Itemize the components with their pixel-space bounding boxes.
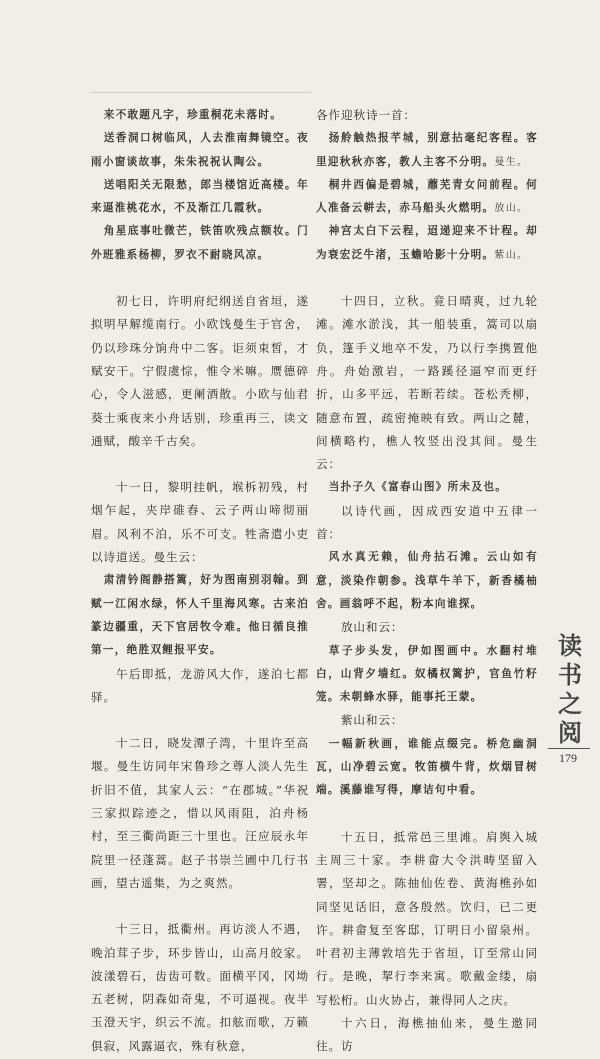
paragraph: 初七日，许明府纪纲送自省垣，遂拟明早解缆南行。小欧饯曼生于官舍，仍以珍珠分饷舟中二客。讵须束皙，才赋安干。宁假虞悰，惟令米嘛。赝德碎心，令人滋感，更阑酒散。小欧与仙君葵士乘夜来小舟话别，珍重再三，读文通赋，酸辛千古矣。 xyxy=(91,294,309,448)
poem-quote xyxy=(316,733,538,803)
logo-char: 读 xyxy=(558,631,582,660)
poem-quote xyxy=(316,640,538,710)
header-rule xyxy=(91,92,311,93)
logo-char: 书 xyxy=(558,660,582,689)
paragraph: 午后即抵，龙游风大作，遂泊七都驿。 xyxy=(91,666,309,704)
paragraph-gap xyxy=(316,267,538,290)
paragraph: 十六日，海樵抽仙来，曼生邀同往。访 xyxy=(316,1015,538,1054)
poem-signature: 曼生。 xyxy=(494,156,529,168)
poem-text: 扬舲触热报芊城，别意拈毫纪客程。客里迎秋秋亦客，教人主客不分明。 xyxy=(316,132,538,168)
paragraph-gap xyxy=(91,895,309,918)
poem-quote xyxy=(316,476,538,499)
paragraph: 十三日，抵衢州。再访淡人不遇，晚泊茸子步，环步皆山，山高月皎家。波漾碧石，齿齿可数。面横平冈，冈坳五老树，阴森如奇鬼，不可逼视。夜半玉澄天宇，织云不流。扣舷而歌，万籁俱寂，风露逼衣，殊有秋意， xyxy=(91,922,309,1053)
poem-signature: 放山。 xyxy=(494,203,529,215)
poem-quote xyxy=(91,569,309,662)
poem-text: 肃清钤阁静搭篱，好为图南别羽翰。到赋一江闲水绿，怀人千里海风寒。古来泊篆边疆重，天下官居牧令难。他日循良推第一，绝胜双鲤报平安。 xyxy=(91,574,309,657)
paragraph: 各作迎秋诗一首： xyxy=(316,108,416,122)
poem-text: 神宫太白下云程，迢递迎来不计程。却为衰宏泛牛渚，玉蟾哈影十分明。 xyxy=(316,225,538,261)
poem-text: 桐井西偏是碧城，蘼芜青女问前程。何人准备云軿去，赤马船头火燃明。 xyxy=(316,178,538,215)
poem-text: 风水真无赖，仙舟拈石滩。云山如有意，淡染作朝参。浅草牛羊下，新香橘柚舍。画翁呼不起，粉本向谁探。 xyxy=(316,551,538,610)
paragraph-gap xyxy=(91,709,309,732)
poem-text: 送唱阳关无限愁，郎当楼馆近高楼。年来逼淮桃花水，不及渐江几霞秋。 xyxy=(91,178,309,215)
poem-quote xyxy=(91,220,309,267)
logo-char: 阅 xyxy=(558,718,582,747)
paragraph: 紫山和云： xyxy=(340,713,404,728)
poem-text: 送香洞口树临风，人去淮南舞镜空。夜雨小窗谈故事，朱朱祝祝认陶公。 xyxy=(91,132,309,168)
poem-text: 来不敢题凡字，珍重桐花未落时。 xyxy=(103,109,283,121)
paragraph: 十一日，黎明挂帆，堠柝初残，村烟乍起，夹岸碓舂、云子两山啼彻丽眉。风利不泊，乐不可支。牲斋遣小吏以诗道送。曼生云： xyxy=(91,480,309,565)
poem-text: 草子步头发，伊如图画中。水翻村堆白，山背夕墙红。奴橘权篱护，官鱼竹籽笼。未朝蜂水驿，能事托王蒙。 xyxy=(316,644,538,704)
poem-signature: 紫山。 xyxy=(494,249,529,261)
paragraph-gap xyxy=(91,267,309,290)
poem-quote xyxy=(316,174,538,221)
poem-quote xyxy=(91,127,309,174)
left-column xyxy=(91,104,309,1058)
logo-char: 之 xyxy=(558,689,582,718)
poem-text: 角星底事吐微芒，铁笛吹残点额妆。门外班雅系杨柳，罗衣不耐晓风凉。 xyxy=(91,225,309,261)
poem-quote xyxy=(91,174,309,221)
poem-quote xyxy=(91,104,309,127)
poem-quote xyxy=(316,220,538,267)
poem-quote xyxy=(316,127,538,174)
publication-logo xyxy=(550,632,590,747)
poem-quote xyxy=(316,546,538,616)
paragraph: 放山和云： xyxy=(340,620,404,635)
paragraph-gap xyxy=(316,803,538,826)
paragraph-gap xyxy=(91,453,309,476)
right-column xyxy=(316,104,538,1059)
paragraph: 十五日，抵常邑三里滩。肩舆入城主周三十家。李耕畲大令洪畴坚留入署，坚却之。陈抽仙佐卷、黄海樵孙如同坚见话旧，意各殷然。饮归，已二更许。耕畲复至客邸，订明日小留泉州。叶君初主薄敦培先于省垣，订至常山同行。是晚，挈行李来寓。歌戴金缕，扇写松桁。山火协占，兼得同人之庆。 xyxy=(316,829,538,1007)
paragraph: 以诗代画，因成西安道中五律一首： xyxy=(316,503,538,542)
page-number: 179 xyxy=(559,751,577,765)
page-number-rule xyxy=(548,748,590,749)
paragraph: 十四日，立秋。竟日晴爽，过九轮滩。滩水淤浅，其一船装重，篙司以扇负，篷手义地卒不发，乃以行李携置他舟。舟始激岩，一路蹊径逼窄而更纡折，山多平远，若断若续。苍松秃柳，随意布置，疏密掩映有致。两山之麓，间横略杓，樵人牧竖出没其间。曼生云： xyxy=(316,294,538,472)
poem-text: 一幅新秋画，谁能点缀完。桥危幽洞瓦，山净碧云宽。牧笛横牛背，炊烟冒树端。溪藤谁写得，摩诘句中看。 xyxy=(316,737,538,797)
poem-text: 当扑子久《富春山图》所未及也。 xyxy=(328,481,508,494)
paragraph: 十二日，晓发潭子湾，十里许至高堰。曼生访同年宋鲁珍之尊人淡人先生折旧不值，其家人云：“在郡城。”华祝三家拟踪迹之，惜以风雨阻，泊舟杨村，至三衢尚距三十里也。汪应辰永年院里一径蓬蒿。赵子书崇兰圃中几行书画，望古遥集，为之爽然。 xyxy=(91,736,309,890)
